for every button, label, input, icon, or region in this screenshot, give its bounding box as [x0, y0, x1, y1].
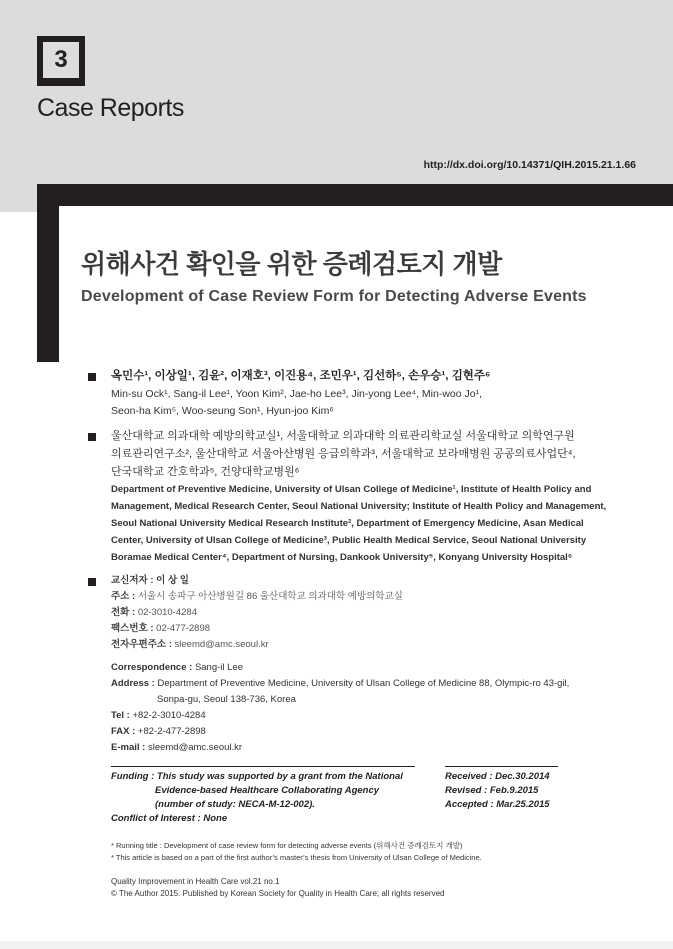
corr-email-label: 전자우편주소 : — [111, 639, 172, 650]
corr-address-value: 서울시 송파구 아산병원길 86 울산대학교 의과대학 예방의학교실 — [137, 591, 403, 602]
corr-en-address-line1: Department of Preventive Medicine, University of Ulsan College of Medicine 88, Olympic-ro 43-gil, — [157, 678, 570, 689]
copyright-notice: © The Author 2015. Published by Korean Society for Quality in Health Care; all rights reserved — [111, 889, 445, 898]
journal-volume: Quality Improvement in Health Care vol.21 no.1 — [111, 877, 280, 886]
conflict-of-interest: Conflict of Interest : None — [111, 813, 228, 824]
footnotes — [111, 840, 482, 864]
corr-en-fax-row — [111, 724, 641, 740]
accepted-date: Accepted : Mar.25.2015 — [445, 799, 550, 810]
corr-en-fax-label: FAX : — [111, 726, 136, 737]
affiliations-english-line4: Center, University of Ulsan College of Medicine³, Public Health Medical Service, Seoul National University — [111, 535, 587, 546]
funding-line3: (number of study: NECA-M-12-002). — [155, 799, 315, 810]
section-label: Case Reports — [37, 94, 184, 122]
corr-author-value: 이 상 일 — [156, 575, 189, 586]
corr-en-fax-value: +82-2-477-2898 — [137, 726, 206, 737]
correspondence-english-block — [111, 660, 641, 756]
corr-en-address-label: Address : — [111, 678, 155, 689]
funding-block — [111, 770, 421, 826]
funding-line2: Evidence-based Healthcare Collaborating Agency — [155, 785, 380, 796]
received-date: Received : Dec.30.2014 — [445, 771, 550, 782]
affiliations-korean-line2: 의료관리연구소², 울산대학교 서울아산병원 응급의학과³, 서울대학교 보라매병원 공공의료사업단⁴, — [111, 448, 576, 460]
affiliations-english-line2: Management, Medical Research Center, Seoul National University; Institute of Health Policy and Management, — [111, 501, 607, 512]
authors-english-line2: Seon-ha Kim⁵, Woo-seung Son¹, Hyun-joo Kim⁶ — [111, 405, 334, 417]
running-title-footnote: * Running title : Development of case review form for detecting adverse events (위해사건 증례검토지 개발) — [111, 841, 463, 850]
corr-en-email-label: E-mail : — [111, 742, 146, 753]
corr-en-tel-row — [111, 708, 641, 724]
corr-en-email-value[interactable]: sleemd@amc.seoul.kr — [147, 742, 243, 753]
correspondence-korean-block — [111, 573, 641, 653]
section-number: 3 — [54, 46, 68, 73]
funding-divider — [111, 766, 415, 767]
corr-en-address-row — [111, 676, 641, 708]
authors-bullet-icon — [88, 373, 96, 381]
authors-korean: 옥민수¹, 이상일¹, 김윤², 이재호³, 이진용⁴, 조민우¹, 김선하⁵, 손우승¹, 김현주⁶ — [111, 370, 491, 382]
affiliations-english-line5: Boramae Medical Center⁴, Department of Nursing, Dankook University⁵, Konyang University Hospital⁶ — [111, 552, 573, 563]
corr-en-email-row — [111, 740, 641, 756]
affiliations-block — [111, 427, 641, 566]
affiliations-english-line3: Seoul National University Medical Research Institute², Department of Emergency Medicine, Asan Medical — [111, 518, 584, 529]
title-frame-left-bar — [37, 184, 59, 362]
corr-en-correspondence-value: Sang-il Lee — [194, 662, 243, 673]
title-korean: 위해사건 확인을 위한 증례검토지 개발 — [81, 249, 502, 279]
affiliations-korean-line3: 단국대학교 간호학과⁵, 건양대학교병원⁶ — [111, 466, 300, 478]
corr-phone-value: 02-3010-4284 — [137, 607, 197, 618]
revised-date: Revised : Feb.9.2015 — [445, 785, 539, 796]
corr-en-correspondence-label: Correspondence : — [111, 662, 193, 673]
journal-info — [111, 876, 444, 900]
affiliations-english-line1: Department of Preventive Medicine, University of Ulsan College of Medicine¹, Institute of Health Policy and — [111, 484, 592, 495]
dates-block — [445, 770, 550, 812]
page-bottom-edge — [0, 941, 673, 949]
corr-phone-row — [111, 605, 641, 621]
corr-en-tel-label: Tel : — [111, 710, 130, 721]
corr-address-row — [111, 589, 641, 605]
corr-en-correspondence-row — [111, 660, 641, 676]
corr-fax-value: 02-477-2898 — [156, 623, 211, 634]
title-card — [59, 206, 673, 362]
corr-en-tel-value: +82-2-3010-4284 — [132, 710, 206, 721]
title-frame-top-bar — [37, 184, 673, 206]
corr-email-row — [111, 637, 641, 653]
authors-block — [111, 366, 641, 420]
corr-address-label: 주소 : — [111, 591, 136, 602]
dates-divider — [445, 766, 558, 767]
affiliations-korean-line1: 울산대학교 의과대학 예방의학교실¹, 서울대학교 의과대학 의료관리학교실 서울대학교 의학연구원 — [111, 430, 575, 442]
affiliations-bullet-icon — [88, 433, 96, 441]
corr-fax-label: 팩스번호 : — [111, 623, 154, 634]
title-english: Development of Case Review Form for Detecting Adverse Events — [81, 288, 587, 305]
doi-link[interactable]: http://dx.doi.org/10.14371/QIH.2015.21.1.66 — [423, 159, 636, 171]
corr-author-label: 교신저자 : — [111, 575, 154, 586]
section-number-underline — [37, 78, 85, 86]
corr-email-value[interactable]: sleemd@amc.seoul.kr — [174, 639, 269, 650]
corr-author-row — [111, 573, 641, 589]
funding-line1: Funding : This study was supported by a grant from the National — [111, 771, 403, 782]
correspondence-bullet-icon — [88, 578, 96, 586]
thesis-footnote: * This article is based on a part of the first author’s master’s thesis from University of Ulsan College of Medicine. — [111, 853, 482, 862]
section-number-badge — [37, 36, 85, 84]
authors-english-line1: Min-su Ock¹, Sang-il Lee¹, Yoon Kim², Jae-ho Lee³, Jin-yong Lee⁴, Min-woo Jo¹, — [111, 388, 483, 400]
corr-en-address-line2: Sonpa-gu, Seoul 138-736, Korea — [157, 694, 296, 705]
corr-phone-label: 전화 : — [111, 607, 136, 618]
corr-fax-row — [111, 621, 641, 637]
